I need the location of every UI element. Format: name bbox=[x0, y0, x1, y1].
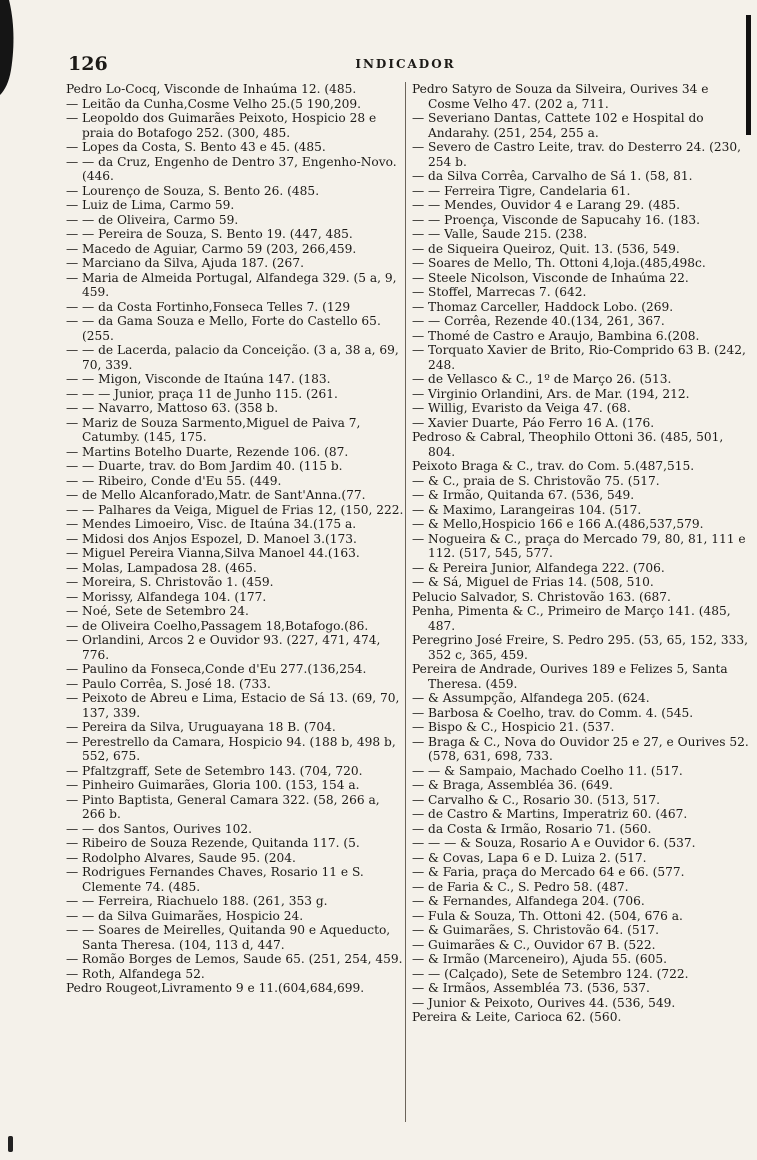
directory-entry: — Torquato Xavier de Brito, Rio-Comprido 63 B. (242, 248. bbox=[412, 343, 746, 372]
directory-entry: — Martins Botelho Duarte, Rezende 106. (87. bbox=[66, 444, 349, 459]
directory-entry: — — & Sampaio, Machado Coelho 11. (517. bbox=[412, 763, 683, 778]
directory-entry: — Peixoto de Abreu e Lima, Estacio de Sá 13. (69, 70, 137, 339. bbox=[66, 691, 400, 720]
directory-entry: — Mendes Limoeiro, Visc. de Itaúna 34.(175 a. bbox=[66, 517, 357, 531]
directory-entry: — Molas, Lampadosa 28. (465. bbox=[66, 560, 257, 575]
directory-entry: — Macedo de Aguiar, Carmo 59 (203, 266,459. bbox=[66, 241, 357, 256]
ink-smudge-mark bbox=[8, 1136, 13, 1152]
directory-entry: — — da Gama Souza e Mello, Forte do Castello 65. (255. bbox=[66, 314, 381, 343]
directory-entry: — & Maximo, Larangeiras 104. (517. bbox=[412, 502, 642, 517]
directory-entry: — Lourenço de Souza, S. Bento 26. (485. bbox=[66, 183, 320, 198]
directory-entry: — Noé, Sete de Setembro 24. bbox=[66, 604, 249, 618]
directory-entry: — Pereira da Silva, Uruguayana 18 B. (704. bbox=[66, 720, 336, 734]
directory-entry: — & Guimarães, S. Christovão 64. (517. bbox=[412, 923, 659, 937]
directory-entry: — — Soares de Meirelles, Quitanda 90 e Aqueducto, Santa Theresa. (104, 113 d, 447. bbox=[66, 923, 391, 952]
page-title: INDICADOR bbox=[355, 57, 456, 71]
directory-entry: — da Costa & Irmão, Rosario 71. (560. bbox=[412, 821, 652, 836]
directory-entry: — Junior & Peixoto, Ourives 44. (536, 549. bbox=[412, 995, 676, 1010]
directory-entry: — — Mendes, Ouvidor 4 e Larang 29. (485. bbox=[412, 198, 680, 212]
left-column bbox=[66, 82, 406, 996]
directory-entry: — Marciano da Silva, Ajuda 187. (267. bbox=[66, 256, 304, 270]
directory-entry: — Barbosa & Coelho, trav. do Comm. 4. (545. bbox=[412, 705, 694, 720]
directory-entry: Pereira & Leite, Carioca 62. (560. bbox=[412, 1010, 622, 1024]
directory-entry: — Willig, Evaristo da Veiga 47. (68. bbox=[412, 401, 631, 415]
directory-entry: Peregrino José Freire, S. Pedro 295. (53, 65, 152, 333, 352 c, 365, 459. bbox=[412, 633, 749, 662]
directory-entry: — Midosi dos Anjos Espozel, D. Manoel 3.(173. bbox=[66, 531, 357, 546]
directory-entry: — & Irmão, Quitanda 67. (536, 549. bbox=[412, 488, 635, 502]
directory-entry: — Lopes da Costa, S. Bento 43 e 45. (485. bbox=[66, 140, 326, 154]
directory-entry: — Braga & C., Nova do Ouvidor 25 e 27, e Ourives 52. (578, 631, 698, 733. bbox=[412, 734, 749, 763]
directory-entry: — Paulino da Fonseca,Conde d'Eu 277.(136,254. bbox=[66, 662, 367, 676]
directory-entry: — Leopoldo dos Guimarães Peixoto, Hospicio 28 e praia do Botafogo 252. (300, 485. bbox=[66, 111, 377, 140]
directory-entry: — — Migon, Visconde de Itaúna 147. (183. bbox=[66, 372, 331, 386]
directory-entry: — & Assumpção, Alfandega 205. (624. bbox=[412, 691, 650, 705]
directory-entry: — Carvalho & C., Rosario 30. (513, 517. bbox=[412, 792, 660, 807]
directory-entry: — & C., praia de S. Christovão 75. (517. bbox=[412, 473, 660, 488]
directory-entry: — Xavier Duarte, Páo Ferro 16 A. (176. bbox=[412, 415, 655, 430]
page-edge-mark-icon bbox=[0, 0, 16, 95]
directory-entry: Pereira de Andrade, Ourives 189 e Felizes 5, Santa Theresa. (459. bbox=[412, 662, 728, 691]
directory-entry: — — de Oliveira, Carmo 59. bbox=[66, 212, 239, 227]
directory-entry: — de Vellasco & C., 1º de Março 26. (513. bbox=[412, 372, 672, 386]
directory-entry: — — Proença, Visconde de Sapucahy 16. (183. bbox=[412, 212, 701, 227]
directory-entry: — Moreira, S. Christovão 1. (459. bbox=[66, 575, 274, 589]
directory-entry: — Rodolpho Alvares, Saude 95. (204. bbox=[66, 850, 296, 865]
directory-entry: — — Ferreira, Riachuelo 188. (261, 353 g. bbox=[66, 894, 328, 908]
directory-entry: Pedro Lo-Cocq, Visconde de Inhaúma 12. (485. bbox=[66, 82, 357, 96]
directory-entry: — Fula & Souza, Th. Ottoni 42. (504, 676 a. bbox=[412, 908, 683, 923]
column-divider bbox=[405, 82, 406, 1122]
directory-entry: — Bispo & C., Hospicio 21. (537. bbox=[412, 720, 615, 734]
directory-entry: — Roth, Alfandega 52. bbox=[66, 966, 205, 981]
directory-entry: — — de Lacerda, palacio da Conceição. (3 a, 38 a, 69, 70, 339. bbox=[66, 343, 399, 372]
directory-entry: Pedro Rougeot,Livramento 9 e 11.(604,684,699. bbox=[66, 981, 365, 995]
page-header bbox=[68, 55, 743, 77]
directory-entry: — de Siqueira Queiroz, Quit. 13. (536, 549. bbox=[412, 241, 680, 256]
directory-entry: — de Mello Alcanforado,Matr. de Sant'Anna.(77. bbox=[66, 488, 366, 502]
directory-entry: — — Palhares da Veiga, Miguel de Frias 12, (150, 222. bbox=[66, 502, 404, 517]
directory-entry: — & Fernandes, Alfandega 204. (706. bbox=[412, 894, 645, 908]
directory-entry: — Pfaltzgraff, Sete de Setembro 143. (704, 720. bbox=[66, 763, 363, 778]
directory-entry: — — — & Souza, Rosario A e Ouvidor 6. (537. bbox=[412, 836, 696, 850]
directory-entry: Peixoto Braga & C., trav. do Com. 5.(487,515. bbox=[412, 459, 695, 473]
directory-entry: — Severiano Dantas, Cattete 102 e Hospital do Andarahy. (251, 254, 255 a. bbox=[412, 111, 704, 140]
directory-entry: — Stoffel, Marrecas 7. (642. bbox=[412, 285, 587, 299]
directory-entry: — — da Silva Guimarães, Hospicio 24. bbox=[66, 908, 304, 923]
directory-entry: — & Pereira Junior, Alfandega 222. (706. bbox=[412, 560, 665, 575]
directory-entry: — Maria de Almeida Portugal, Alfandega 329. (5 a, 9, 459. bbox=[66, 270, 397, 299]
directory-entry: — Soares de Mello, Th. Ottoni 4,loja.(485,498c. bbox=[412, 256, 706, 270]
directory-entry: — & Faria, praça do Mercado 64 e 66. (577. bbox=[412, 865, 685, 879]
directory-entry: — da Silva Corrêa, Carvalho de Sá 1. (58, 81. bbox=[412, 169, 693, 183]
directory-entry: — Steele Nicolson, Visconde de Inhaúma 22. bbox=[412, 270, 689, 285]
directory-entry: Pedro Satyro de Souza da Silveira, Ourives 34 e Cosme Velho 47. (202 a, 711. bbox=[412, 82, 709, 111]
directory-entry: — Perestrello da Camara, Hospicio 94. (188 b, 498 b, 552, 675. bbox=[66, 734, 396, 763]
directory-entry: — & Sá, Miguel de Frias 14. (508, 510. bbox=[412, 575, 654, 589]
directory-entry: — — Valle, Saude 215. (238. bbox=[412, 227, 588, 241]
directory-entry: — Mariz de Souza Sarmento,Miguel de Paiva 7, Catumby. (145, 175. bbox=[66, 415, 361, 444]
directory-entry: — — — Junior, praça 11 de Junho 115. (261. bbox=[66, 386, 338, 401]
directory-entry: — Rodrigues Fernandes Chaves, Rosario 11 e S. Clemente 74. (485. bbox=[66, 865, 364, 894]
directory-entry: — Morissy, Alfandega 104. (177. bbox=[66, 589, 267, 604]
page-number: 126 bbox=[68, 53, 108, 75]
directory-entry: — Guimarães & C., Ouvidor 67 B. (522. bbox=[412, 937, 656, 952]
directory-entry: — — dos Santos, Ourives 102. bbox=[66, 821, 253, 836]
directory-entry: — Pinheiro Guimarães, Gloria 100. (153, 154 a. bbox=[66, 778, 360, 792]
directory-entry: — Romão Borges de Lemos, Saude 65. (251, 254, 459. bbox=[66, 952, 403, 966]
directory-entry: — Paulo Corrêa, S. José 18. (733. bbox=[66, 676, 271, 691]
directory-entry: — Pinto Baptista, General Camara 322. (58, 266 a, 266 b. bbox=[66, 792, 380, 821]
directory-entry: — — Navarro, Mattoso 63. (358 b. bbox=[66, 401, 279, 415]
directory-entry: — & Irmão (Marceneiro), Ajuda 55. (605. bbox=[412, 952, 667, 966]
directory-entry: Pedroso & Cabral, Theophilo Ottoni 36. (485, 501, 804. bbox=[412, 430, 724, 459]
directory-entry: — Severo de Castro Leite, trav. do Desterro 24. (230, 254 b. bbox=[412, 140, 742, 169]
directory-entry: — — Ribeiro, Conde d'Eu 55. (449. bbox=[66, 473, 282, 488]
directory-entry: — Virginio Orlandini, Ars. de Mar. (194, 212. bbox=[412, 386, 690, 401]
directory-entry: — Orlandini, Arcos 2 e Ouvidor 93. (227, 471, 474, 776. bbox=[66, 633, 381, 662]
directory-entry: — — (Calçado), Sete de Setembro 124. (722. bbox=[412, 966, 689, 981]
directory-entry: — & Braga, Assembléa 36. (649. bbox=[412, 778, 613, 792]
directory-entry: — Thomé de Castro e Araujo, Bambina 6.(208. bbox=[412, 328, 700, 343]
directory-entry: — & Mello,Hospicio 166 e 166 A.(486,537,579. bbox=[412, 517, 704, 531]
directory-entry: — — da Costa Fortinho,Fonseca Telles 7. (129 bbox=[66, 299, 351, 314]
directory-entry: — Nogueira & C., praça do Mercado 79, 80, 81, 111 e 112. (517, 545, 577. bbox=[412, 531, 746, 560]
directory-entry: — de Oliveira Coelho,Passagem 18,Botafogo.(86. bbox=[66, 618, 369, 633]
directory-entry: — & Irmãos, Assembléa 73. (536, 537. bbox=[412, 981, 650, 995]
directory-entry: — Ribeiro de Souza Rezende, Quitanda 117. (5. bbox=[66, 836, 360, 850]
directory-entry: — — Ferreira Tigre, Candelaria 61. bbox=[412, 183, 631, 198]
directory-entry: — & Covas, Lapa 6 e D. Luiza 2. (517. bbox=[412, 850, 647, 865]
directory-entry: — Leitão da Cunha,Cosme Velho 25.(5 190,209. bbox=[66, 96, 362, 111]
directory-entry: — Miguel Pereira Vianna,Silva Manoel 44.(163. bbox=[66, 546, 360, 560]
directory-entry: Penha, Pimenta & C., Primeiro de Março 141. (485, 487. bbox=[412, 604, 731, 633]
directory-entry: — de Faria & C., S. Pedro 58. (487. bbox=[412, 879, 629, 894]
directory-entry: — Luiz de Lima, Carmo 59. bbox=[66, 198, 235, 212]
directory-entry: — — Pereira de Souza, S. Bento 19. (447, 485. bbox=[66, 227, 353, 241]
directory-entry: — — Duarte, trav. do Bom Jardim 40. (115 b. bbox=[66, 459, 343, 473]
right-column bbox=[412, 82, 750, 1025]
directory-entry: — Thomaz Carceller, Haddock Lobo. (269. bbox=[412, 299, 674, 314]
directory-entry: — — da Cruz, Engenho de Dentro 37, Engenho-Novo. (446. bbox=[66, 154, 397, 183]
directory-entry: Pelucio Salvador, S. Christovão 163. (687. bbox=[412, 589, 671, 604]
directory-entry: — — Corrêa, Rezende 40.(134, 261, 367. bbox=[412, 314, 665, 328]
directory-entry: — de Castro & Martins, Imperatriz 60. (467. bbox=[412, 807, 688, 821]
